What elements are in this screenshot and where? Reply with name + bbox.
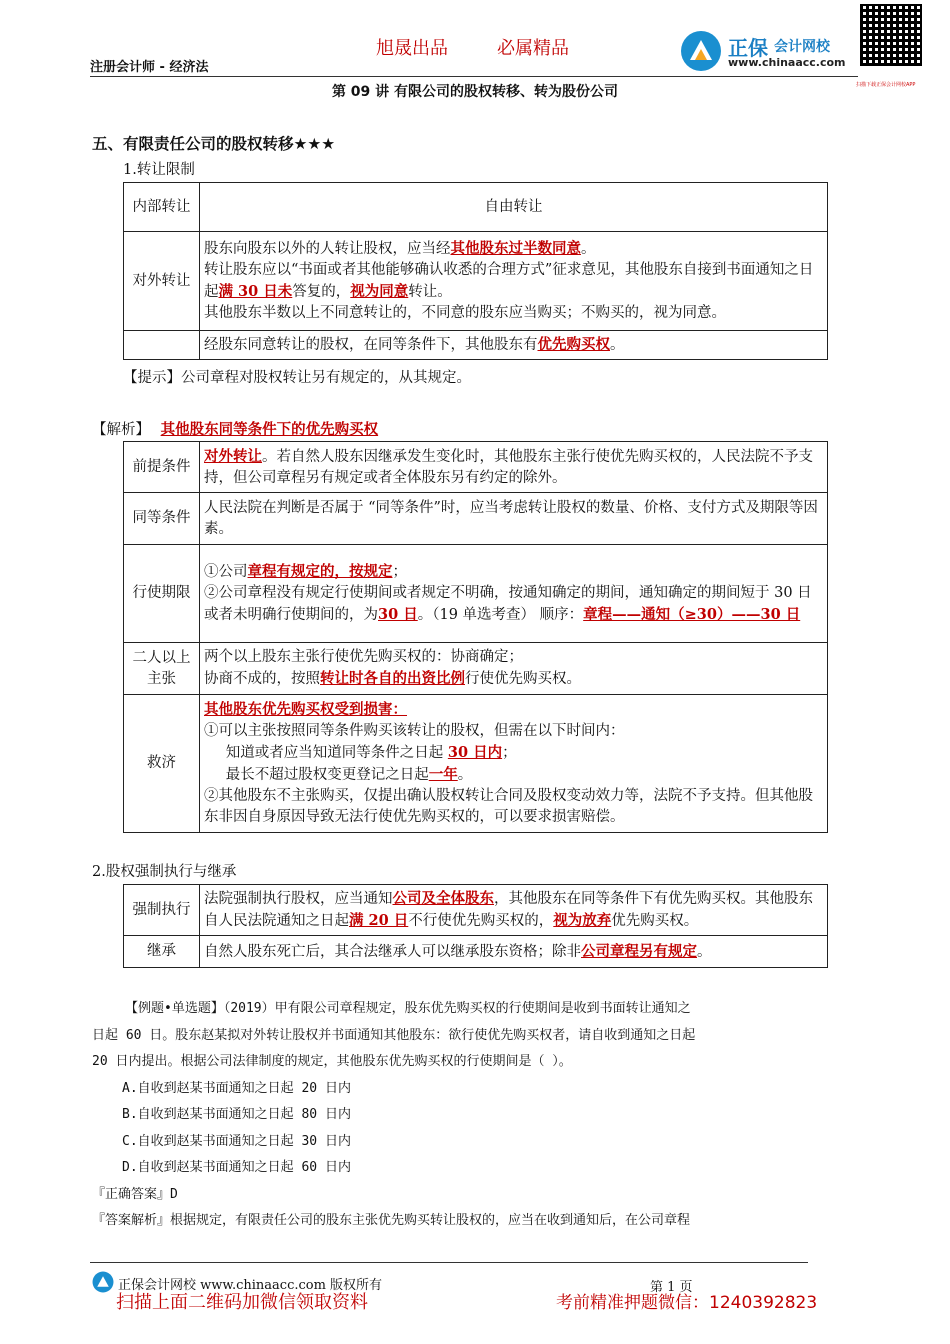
text: 。 — [581, 241, 596, 257]
text: 。若自然人股东因继承发生变化时，其他股东主张行使优先购买权的，人民法院不予支持，但公司章程另有规定或者全体股东另有约定的除外。 — [204, 448, 813, 486]
row-head-same-condition: 同等条件 — [124, 493, 200, 545]
logo-name: 正保 — [728, 36, 768, 60]
row-head-inheritance: 继承 — [124, 936, 200, 968]
row-body-priority — [200, 331, 828, 360]
highlight: 视为同意 — [350, 283, 409, 300]
analysis-heading — [92, 418, 378, 439]
row-head-period: 行使期限 — [124, 545, 200, 643]
text: 知道或者应当知道同等条件之日起 — [225, 745, 448, 761]
footer-promo-right: 考前精准押题微信：1240392823 — [556, 1293, 818, 1313]
lecture-title: 第 09 讲 有限公司的股权转移、转为股份公司 — [331, 84, 619, 100]
table-row — [124, 442, 828, 493]
text: 自然人股东死亡后，其合法继承人可以继承股东资格；除非 — [204, 943, 581, 960]
text: 转让股东应以“书面或者其他能够确认收悉的合理方式”征求意见，其他股东自接到书面通知之日起 — [204, 262, 814, 300]
row-head-enforcement: 强制执行 — [124, 885, 200, 936]
text: ②其他股东不主张购买，仅提出确认股权转让合同及股权变动效力等，法院不予支持。但其他股东非因自身原因导致无法行使优先购买权的，可以要求损害赔偿。 — [204, 788, 813, 825]
text: 。 — [610, 337, 625, 353]
highlight: 其他股东优先购买权受到损害： — [204, 701, 407, 718]
text: 其他股东半数以上不同意转让的，不同意的股东应当购买；不购买的，视为同意。 — [204, 305, 726, 321]
text: 经股东同意转让的股权，在同等条件下，其他股东有 — [204, 337, 538, 353]
logo-url: www.chinaacc.com — [728, 56, 846, 69]
row-head-internal: 内部转让 — [124, 183, 200, 232]
enforcement-table — [123, 884, 828, 968]
option-a: A.自收到赵某书面通知之日起 20 日内 — [122, 1080, 351, 1096]
highlight: 对外转让 — [204, 447, 262, 465]
row-body-external — [200, 232, 828, 331]
text: ①可以主张按照同等条件购买该转让的股权，但需在以下时间内： — [204, 723, 625, 739]
logo-sub: 会计网校 — [774, 39, 830, 55]
text: ； — [392, 564, 407, 580]
text: 答复的， — [292, 284, 351, 300]
highlight: 公司及全体股东 — [392, 890, 494, 907]
text: 。 — [697, 943, 712, 960]
table-row — [124, 331, 828, 360]
row-body-remedy — [200, 695, 828, 833]
footer-logo-icon — [92, 1271, 114, 1293]
tip-text: 【提示】公司章程对股权转让另有规定的，从其规定。 — [123, 370, 471, 386]
text: 转让。 — [408, 284, 452, 300]
text: 不行使优先购买权的， — [408, 913, 554, 929]
text: 股东向股东以外的人转让股权，应当经 — [204, 241, 451, 257]
analysis-title: 其他股东同等条件下的优先购买权 — [160, 421, 379, 438]
logo-icon — [680, 30, 722, 72]
table-row — [124, 545, 828, 643]
text: 优先购买权。 — [611, 913, 699, 929]
row-head-multiple: 二人以上主张 — [124, 643, 200, 695]
header-left-title: 注册会计师 - 经济法 — [90, 60, 209, 75]
brand-label-2: 必属精品 — [497, 38, 569, 59]
text: ①公司 — [204, 564, 248, 580]
row-body-same-condition: 人民法院在判断是否属于 “同等条件”时，应当考虑转让股权的数量、价格、支付方式及期限等因素。 — [200, 493, 828, 545]
logo — [680, 30, 850, 74]
question-line-2: 日起 60 日。股东赵某拟对外转让股权并书面通知其他股东：欲行使优先购买权者，请自收到通知之日起 — [92, 1027, 696, 1043]
row-body-enforcement — [200, 885, 828, 936]
row-body-internal: 自由转让 — [200, 183, 828, 232]
row-head-remedy: 救济 — [124, 695, 200, 833]
table-row — [124, 885, 828, 936]
footer-page: 第 1 页 — [650, 1280, 693, 1295]
table-row — [124, 695, 828, 833]
example-block — [92, 996, 872, 1235]
row-head-empty — [124, 331, 200, 360]
table-row — [124, 936, 828, 968]
highlight: 一年 — [428, 766, 458, 783]
table-row — [124, 183, 828, 232]
text: 法院强制执行股权，应当通知 — [204, 891, 393, 907]
highlight: 公司章程另有规定 — [581, 942, 697, 960]
row-head-external: 对外转让 — [124, 232, 200, 331]
qr-code — [860, 4, 922, 66]
option-d: D.自收到赵某书面通知之日起 60 日内 — [122, 1160, 351, 1175]
correct-answer: 『正确答案』D — [92, 1186, 178, 1202]
text: 行使优先购买权。 — [465, 671, 581, 687]
answer-explanation: 『答案解析』根据规定，有限责任公司的股东主张优先购买转让股权的，应当在收到通知后，在公司章程 — [92, 1213, 691, 1228]
highlight: 30 日内 — [447, 744, 503, 761]
text: 协商不成的，按照 — [204, 671, 320, 687]
highlight: 章程有规定的，按规定 — [247, 563, 393, 580]
highlight: 优先购买权 — [537, 336, 610, 353]
highlight: 章程——通知（≥30）——30 日 — [583, 606, 801, 623]
row-body-precondition — [200, 442, 828, 493]
subsection-2-title: 2.股权强制执行与继承 — [92, 864, 237, 880]
transfer-limit-table — [123, 182, 828, 360]
highlight: 30 日 — [378, 606, 418, 623]
header-rule — [90, 76, 858, 77]
table-row — [124, 643, 828, 695]
option-b: B.自收到赵某书面通知之日起 80 日内 — [122, 1107, 351, 1122]
footer-copyright: 正保会计网校 www.chinaacc.com 版权所有 — [118, 1278, 383, 1293]
row-body-period — [200, 545, 828, 643]
text: 两个以上股东主张行使优先购买权的：协商确定； — [204, 649, 523, 665]
text: ； — [502, 745, 517, 761]
text: 最长不超过股权变更登记之日起 — [225, 767, 429, 783]
footer-promo-left: 扫描上面二维码加微信领取资料 — [116, 1292, 368, 1313]
table-row — [124, 232, 828, 331]
analysis-label: 【解析】 — [92, 422, 150, 438]
table-row — [124, 493, 828, 545]
text: 。（19 单选考查） 顺序： — [417, 607, 584, 623]
section-title: 五、有限责任公司的股权转移★★★ — [92, 135, 336, 153]
row-body-inheritance — [200, 936, 828, 968]
highlight: 满 20 日 — [349, 912, 409, 929]
analysis-table — [123, 441, 828, 833]
highlight: 转让时各自的出资比例 — [320, 670, 465, 687]
row-body-multiple — [200, 643, 828, 695]
question-line-3: 20 日内提出。根据公司法律制度的规定，其他股东优先购买权的行使期间是（ ）。 — [92, 1054, 572, 1069]
highlight: 其他股东过半数同意 — [450, 240, 581, 257]
qr-caption: 扫描下载正保会计网校APP — [856, 82, 916, 88]
highlight: 视为放弃 — [553, 912, 612, 929]
highlight: 满 30 日未 — [218, 283, 293, 300]
subsection-1-title: 1.转让限制 — [123, 162, 195, 178]
text: ②公司章程没有规定行使期间或者规定不明确，按通知确定的期间，通知确定的期间短于 30 日或者未明确行使期间的，为 — [204, 585, 812, 623]
question-line-1: 【例题•单选题】（2019）甲有限公司章程规定，股东优先购买权的行使期间是收到书面转让通知之 — [125, 1001, 691, 1016]
brand-label-1: 旭晟出品 — [376, 38, 448, 59]
option-c: C.自收到赵某书面通知之日起 30 日内 — [122, 1133, 351, 1149]
text: ，其他股东在同等条件下有优先购买权。其他股东自人民法院通知之日起 — [204, 891, 813, 929]
text: 。 — [457, 767, 473, 783]
row-head-precondition: 前提条件 — [124, 442, 200, 493]
footer-rule — [90, 1262, 808, 1263]
